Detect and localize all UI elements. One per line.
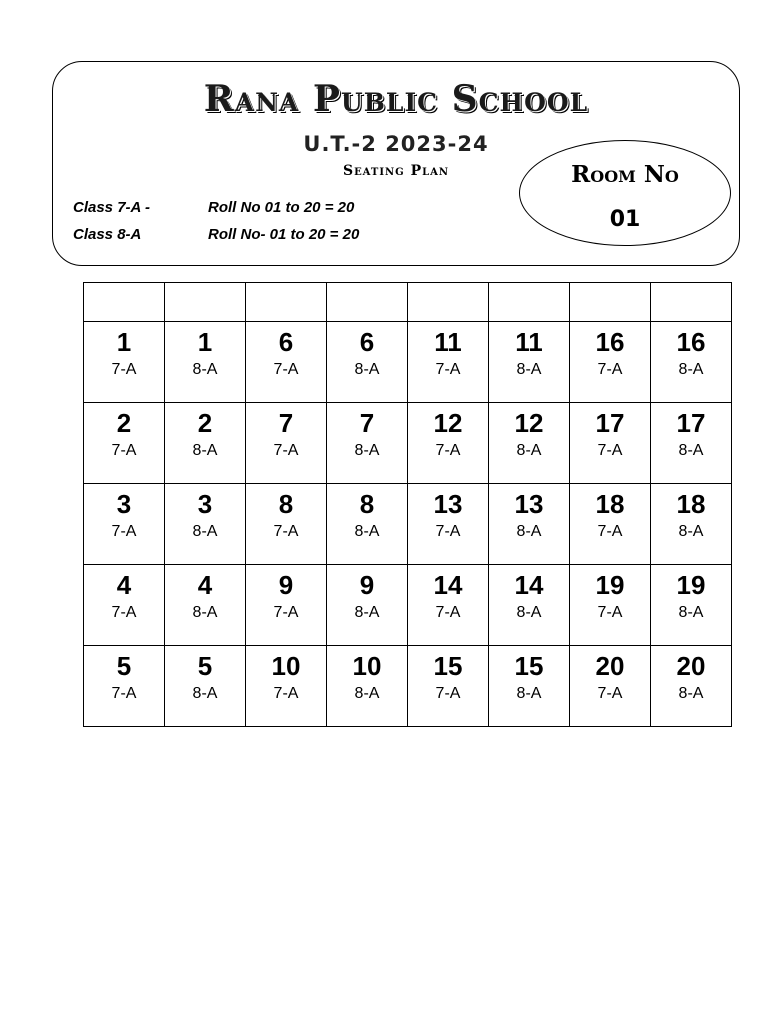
- seat-cell: [651, 484, 732, 565]
- seat-cell: [651, 403, 732, 484]
- class-label: 7-A: [111, 442, 137, 459]
- seat-cell: [246, 484, 327, 565]
- header-cell: [246, 283, 327, 322]
- roll-number: 9: [278, 570, 294, 600]
- seat-cell: [165, 403, 246, 484]
- class-label: 8-A: [192, 523, 218, 540]
- seat-cell: [165, 646, 246, 727]
- roll-number: 17: [595, 408, 625, 438]
- header-cell: [408, 283, 489, 322]
- class-label: 7-A: [435, 685, 461, 702]
- roll-number: 4: [197, 570, 213, 600]
- seat-cell: [84, 403, 165, 484]
- roll-number: 11: [434, 327, 462, 357]
- roll-number: 14: [514, 570, 544, 600]
- class-label: 8-A: [516, 685, 542, 702]
- roll-number: 3: [197, 489, 213, 519]
- seat-cell: [327, 565, 408, 646]
- header-cell: [570, 283, 651, 322]
- seat-cell: [165, 322, 246, 403]
- roll-number: 2: [116, 408, 132, 438]
- seat-cell: [651, 322, 732, 403]
- seat-cell: [246, 565, 327, 646]
- roll-number: 12: [433, 408, 463, 438]
- header-cell: [489, 283, 570, 322]
- seat-cell: [84, 322, 165, 403]
- table-row: [84, 403, 732, 484]
- roll-range: Roll No- 01 to 20 = 20: [208, 226, 360, 243]
- roll-number: 7: [278, 408, 294, 438]
- class-label: 7-A: [111, 361, 137, 378]
- roll-number: 6: [359, 327, 375, 357]
- roll-number: 6: [278, 327, 294, 357]
- seat-cell: [246, 403, 327, 484]
- roll-number: 7: [359, 408, 375, 438]
- table-row: [84, 484, 732, 565]
- roll-number: 1: [197, 327, 213, 357]
- class-label: 8-A: [678, 361, 704, 378]
- roll-number: 19: [676, 570, 706, 600]
- class-label: 7-A: [435, 604, 461, 621]
- roll-number: 12: [514, 408, 544, 438]
- roll-number: 9: [359, 570, 375, 600]
- class-label: 7-A: [111, 685, 137, 702]
- roll-number: 14: [433, 570, 463, 600]
- seat-cell: [570, 322, 651, 403]
- roll-number: 8: [359, 489, 375, 519]
- seat-cell: [489, 646, 570, 727]
- class-label: 8-A: [678, 442, 704, 459]
- roll-number: 15: [514, 651, 544, 681]
- roll-number: 15: [433, 651, 463, 681]
- roll-range: Roll No 01 to 20 = 20: [208, 199, 355, 216]
- class-info-line: [73, 226, 359, 243]
- seating-plan-title: Seating Plan: [342, 163, 450, 179]
- class-label: 7-A: [597, 604, 623, 621]
- roll-number: 5: [116, 651, 132, 681]
- seat-cell: [327, 484, 408, 565]
- table-row: [84, 565, 732, 646]
- seating-table: [83, 282, 732, 727]
- class-label: 8-A: [192, 604, 218, 621]
- seat-cell: [570, 484, 651, 565]
- class-label: 7-A: [273, 361, 299, 378]
- seat-cell: [84, 646, 165, 727]
- roll-number: 17: [676, 408, 706, 438]
- roll-number: 2: [197, 408, 213, 438]
- table-row: [84, 322, 732, 403]
- seat-cell: [84, 484, 165, 565]
- seat-cell: [489, 484, 570, 565]
- seat-cell: [489, 322, 570, 403]
- roll-number: 19: [595, 570, 625, 600]
- class-label: 8-A: [192, 442, 218, 459]
- class-info-line: [73, 199, 354, 216]
- roll-number: 3: [116, 489, 132, 519]
- class-label: 7-A: [435, 442, 461, 459]
- header-cell: [84, 283, 165, 322]
- class-name: Class 8-A: [73, 226, 142, 243]
- seat-cell: [408, 322, 489, 403]
- table-row: [84, 646, 732, 727]
- roll-number: 13: [514, 489, 544, 519]
- class-label: 8-A: [516, 361, 542, 378]
- seat-cell: [489, 403, 570, 484]
- class-label: 7-A: [597, 523, 623, 540]
- table-header-row: [84, 283, 732, 322]
- class-label: 8-A: [354, 523, 380, 540]
- roll-number: 18: [595, 489, 625, 519]
- room-label: Room No: [571, 161, 679, 188]
- seat-cell: [327, 646, 408, 727]
- header-box: [52, 61, 740, 266]
- roll-number: 20: [676, 651, 706, 681]
- header-cell: [165, 283, 246, 322]
- roll-number: 1: [116, 327, 132, 357]
- seat-cell: [408, 403, 489, 484]
- roll-number: 4: [116, 570, 132, 600]
- class-label: 8-A: [678, 604, 704, 621]
- header-cell: [651, 283, 732, 322]
- class-label: 7-A: [111, 523, 137, 540]
- seat-cell: [327, 322, 408, 403]
- class-label: 8-A: [516, 604, 542, 621]
- class-label: 8-A: [354, 685, 380, 702]
- class-label: 7-A: [273, 442, 299, 459]
- class-label: 8-A: [516, 442, 542, 459]
- class-label: 8-A: [354, 361, 380, 378]
- room-number: 01: [609, 207, 641, 232]
- class-label: 7-A: [597, 361, 623, 378]
- exam-title: U.T.-2 2023-24: [303, 132, 489, 156]
- class-name: Class 7-A -: [73, 199, 150, 216]
- class-label: 7-A: [597, 442, 623, 459]
- seat-cell: [408, 646, 489, 727]
- roll-number: 10: [271, 651, 301, 681]
- class-label: 7-A: [435, 361, 461, 378]
- seat-cell: [651, 565, 732, 646]
- seat-cell: [84, 565, 165, 646]
- class-label: 7-A: [273, 604, 299, 621]
- roll-number: 10: [352, 651, 382, 681]
- class-label: 8-A: [678, 685, 704, 702]
- seat-cell: [165, 565, 246, 646]
- class-label: 8-A: [354, 442, 380, 459]
- roll-number: 16: [676, 327, 706, 357]
- seat-cell: [489, 565, 570, 646]
- class-label: 7-A: [597, 685, 623, 702]
- roll-number: 18: [676, 489, 706, 519]
- seat-cell: [408, 565, 489, 646]
- class-label: 8-A: [678, 523, 704, 540]
- seat-cell: [651, 646, 732, 727]
- roll-number: 13: [433, 489, 463, 519]
- roll-number: 16: [595, 327, 625, 357]
- class-label: 7-A: [435, 523, 461, 540]
- class-label: 7-A: [273, 523, 299, 540]
- class-label: 8-A: [192, 361, 218, 378]
- roll-number: 8: [278, 489, 294, 519]
- roll-number: 20: [595, 651, 625, 681]
- class-label: 7-A: [111, 604, 137, 621]
- class-label: 8-A: [192, 685, 218, 702]
- seat-cell: [327, 403, 408, 484]
- school-name: Rana Public School: [203, 78, 589, 120]
- room-oval: [519, 140, 731, 246]
- class-label: 7-A: [273, 685, 299, 702]
- seat-cell: [570, 646, 651, 727]
- header-cell: [327, 283, 408, 322]
- seat-cell: [408, 484, 489, 565]
- seat-cell: [246, 646, 327, 727]
- seat-cell: [165, 484, 246, 565]
- roll-number: 5: [197, 651, 213, 681]
- class-label: 8-A: [516, 523, 542, 540]
- seat-cell: [570, 565, 651, 646]
- roll-number: 11: [515, 327, 543, 357]
- seat-cell: [246, 322, 327, 403]
- seat-cell: [570, 403, 651, 484]
- class-label: 8-A: [354, 604, 380, 621]
